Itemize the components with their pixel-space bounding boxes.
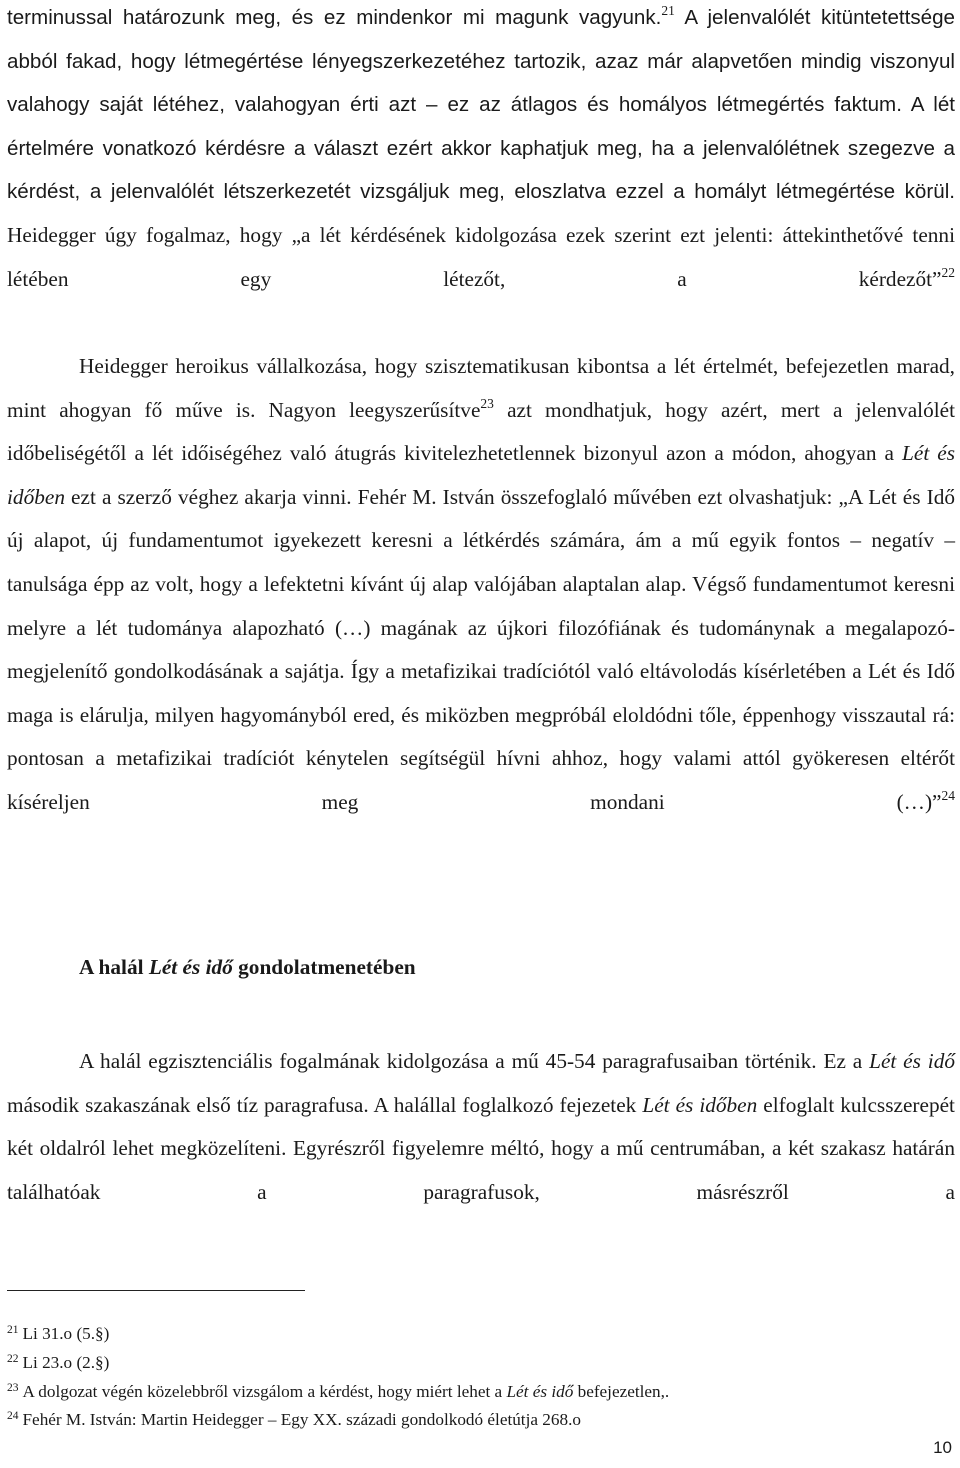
- paragraph-2-text-a: Heidegger heroikus vállalkozása, hogy szisztematikusan kibontsa a lét értelmét, befejezetlen marad, mint ahogyan fő műve is. Nagyon leegyszerűsítve: [7, 354, 955, 422]
- footnote-24: [7, 1406, 907, 1435]
- paragraph-3-italic-1: Lét és idő: [869, 1049, 955, 1073]
- footnote-text: Li 31.o (5.§): [22, 1324, 110, 1343]
- section-heading-italic: Lét és idő: [148, 955, 233, 979]
- section-heading-post: gondolatmenetében: [232, 955, 416, 979]
- footnote-text: befejezetlen,.: [573, 1381, 670, 1401]
- paragraph-1-text-d: Heidegger úgy fogalmaz, hogy „a lét kérdésének kidolgozása ezek szerint ezt jelenti: áttekinthetővé tenni létében egy létezőt, a kérdezőt”: [7, 222, 955, 291]
- paragraph-1-text-c: A lét értelmére vonatkozó kérdésre a választ ezért akkor kaphatjuk meg, ha a jelenvalólétnek szegezve a kérdést, a jelenvalólét létszerkezetét vizsgáljuk meg, eloszlatva ezzel a homályt létmegértése körül.: [7, 93, 956, 204]
- paragraph-3: [7, 1040, 955, 1214]
- footnote-21: [7, 1320, 907, 1349]
- footnote-text: Li 23.o (2.§): [22, 1352, 110, 1372]
- footnote-number: 23: [7, 1381, 19, 1394]
- footnote-ref-24: 24: [941, 787, 955, 803]
- footnote-22: [7, 1349, 907, 1378]
- footnote-number: 24: [7, 1410, 19, 1423]
- footnote-ref-23: 23: [480, 395, 494, 411]
- section-heading: [79, 955, 416, 980]
- footnote-ref-21: 21: [661, 3, 675, 18]
- paragraph-1-text-a: terminussal határozunk meg, és ez mindenkor mi magunk vagyunk.: [7, 6, 662, 29]
- paragraph-2-text-b: azt mondhatjuk, hogy azért, mert a jelenvalólét időbeliségétől a lét időiségéhez való átugrás kivitelezhetetlennek bizonyul azon a módon, ahogyan a: [7, 397, 955, 466]
- footnote-number: 22: [7, 1352, 19, 1365]
- paragraph-2-italic-title: Lét és időben: [7, 441, 955, 509]
- footnote-separator: [7, 1290, 305, 1291]
- page-number: 10: [933, 1438, 952, 1457]
- paragraph-2-text-c: ezt a szerző véghez akarja vinni. Fehér M. István összefoglaló művében ezt olvashatjuk: „A Lét és Idő új alapot, új fundamentumot igyekezett keresni a létkérdés számára, ám a mű egyik fontos – negatív – tanulsága épp az volt, hogy a lefektetni kívánt új alap valójában alaptalan alap. Végső fundamentumot keresni melyre a lét tudománya alapozható (…) magának az újkori filozófiának és tudománynak a megalapozó-megjelenítő gondolkodásának a sajátja. Így a metafizikai tradíciótól való eltávolodás kísérletében a Lét és Idő maga is elárulja, milyen hagyományból ered, és miközben megpróbál eloldódni tőle, éppenhogy visszautal rá: pontosan a metafizikai tradíciót kénytelen segítségül hívni ahhoz, hogy valami attól gyökeresen eltérőt kíséreljen meg mondani (…)”: [7, 484, 955, 814]
- footnote-number: 21: [7, 1324, 19, 1336]
- footnote-23: [7, 1378, 907, 1407]
- footnote-ref-22: 22: [941, 264, 955, 280]
- footnote-text: A dolgozat végén közelebbről vizsgálom a kérdést, hogy miért lehet a: [22, 1381, 507, 1401]
- paragraph-3-italic-2: Lét és időben: [642, 1092, 758, 1117]
- paragraph-3-text-a: A halál egzisztenciális fogalmának kidolgozása a mű 45-54 paragrafusaiban történik. Ez a: [79, 1049, 870, 1073]
- paragraph-1-text-b: A jelenvalólét kitüntetettsége abból fakad, hogy létmegértése lényegszerkezetéhez tartozik, azaz már alapvetően mindig viszonyul valahogy saját létéhez, valahogyan érti azt – ez az átlagos és homályos létmegértés faktum.: [7, 6, 955, 117]
- footnote-italic-title: Lét és idő: [506, 1381, 574, 1401]
- footnotes: [7, 1320, 907, 1435]
- paragraph-3-text-b: második szakaszának első tíz paragrafusa. A halállal foglalkozó fejezetek: [7, 1092, 643, 1117]
- paragraph-2: [7, 345, 955, 825]
- footnote-text: Fehér M. István: Martin Heidegger – Egy XX. századi gondolkodó életútja 268.o: [22, 1410, 581, 1430]
- paragraph-1: [7, 0, 955, 301]
- paragraph-3-text-c: elfoglalt kulcsszerepét két oldalról lehet megközelíteni. Egyrészről figyelemre méltó, hogy a mű centrumában, a két szakasz határán találhatóak a paragrafusok, másrészről a: [7, 1092, 955, 1204]
- section-heading-pre: A halál: [79, 955, 149, 979]
